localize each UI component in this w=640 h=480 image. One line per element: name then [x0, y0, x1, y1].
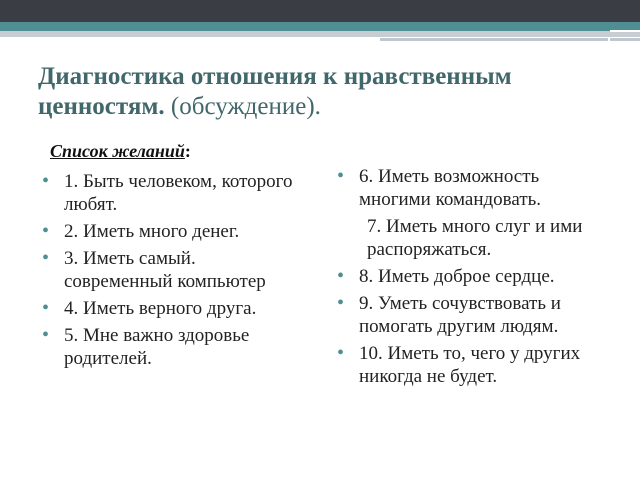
list-item: • 8. Иметь доброе сердце. [337, 265, 607, 288]
slide-title [38, 62, 618, 122]
header-band-shade [0, 31, 640, 37]
wish-list-label: Список желаний [50, 141, 185, 161]
header-band-dark [0, 0, 640, 22]
wish-list-left [42, 170, 304, 374]
list-item: • 3. Иметь самый. современный компьютер [42, 247, 304, 293]
decor-line [610, 30, 640, 32]
list-item: • 10. Иметь то, чего у других никогда не будет. [337, 342, 607, 388]
list-item: • 5. Мне важно здоровье родителей. [42, 324, 304, 370]
decor-line [610, 38, 640, 41]
list-item: • 9. Уметь сочувствовать и помогать другим людям. [337, 292, 607, 338]
header-band-teal [0, 22, 640, 31]
list-item: • 4. Иметь верного друга. [42, 297, 304, 320]
list-item: • 2. Иметь много денег. [42, 220, 304, 243]
wish-list-heading [50, 141, 191, 162]
decor-line [380, 38, 608, 41]
list-item: • 1. Быть человеком, которого любят. [42, 170, 304, 216]
slide-title-bold: Диагностика отношения к нравственным ценностям. [38, 63, 512, 120]
list-item: 7. Иметь много слуг и ими распоряжаться. [367, 216, 583, 260]
wish-list-colon: : [184, 141, 191, 161]
slide-title-normal: (обсуждение). [170, 93, 321, 120]
list-item: • 6. Иметь возможность многими командовать. [337, 165, 607, 211]
wish-list-right [337, 165, 607, 392]
